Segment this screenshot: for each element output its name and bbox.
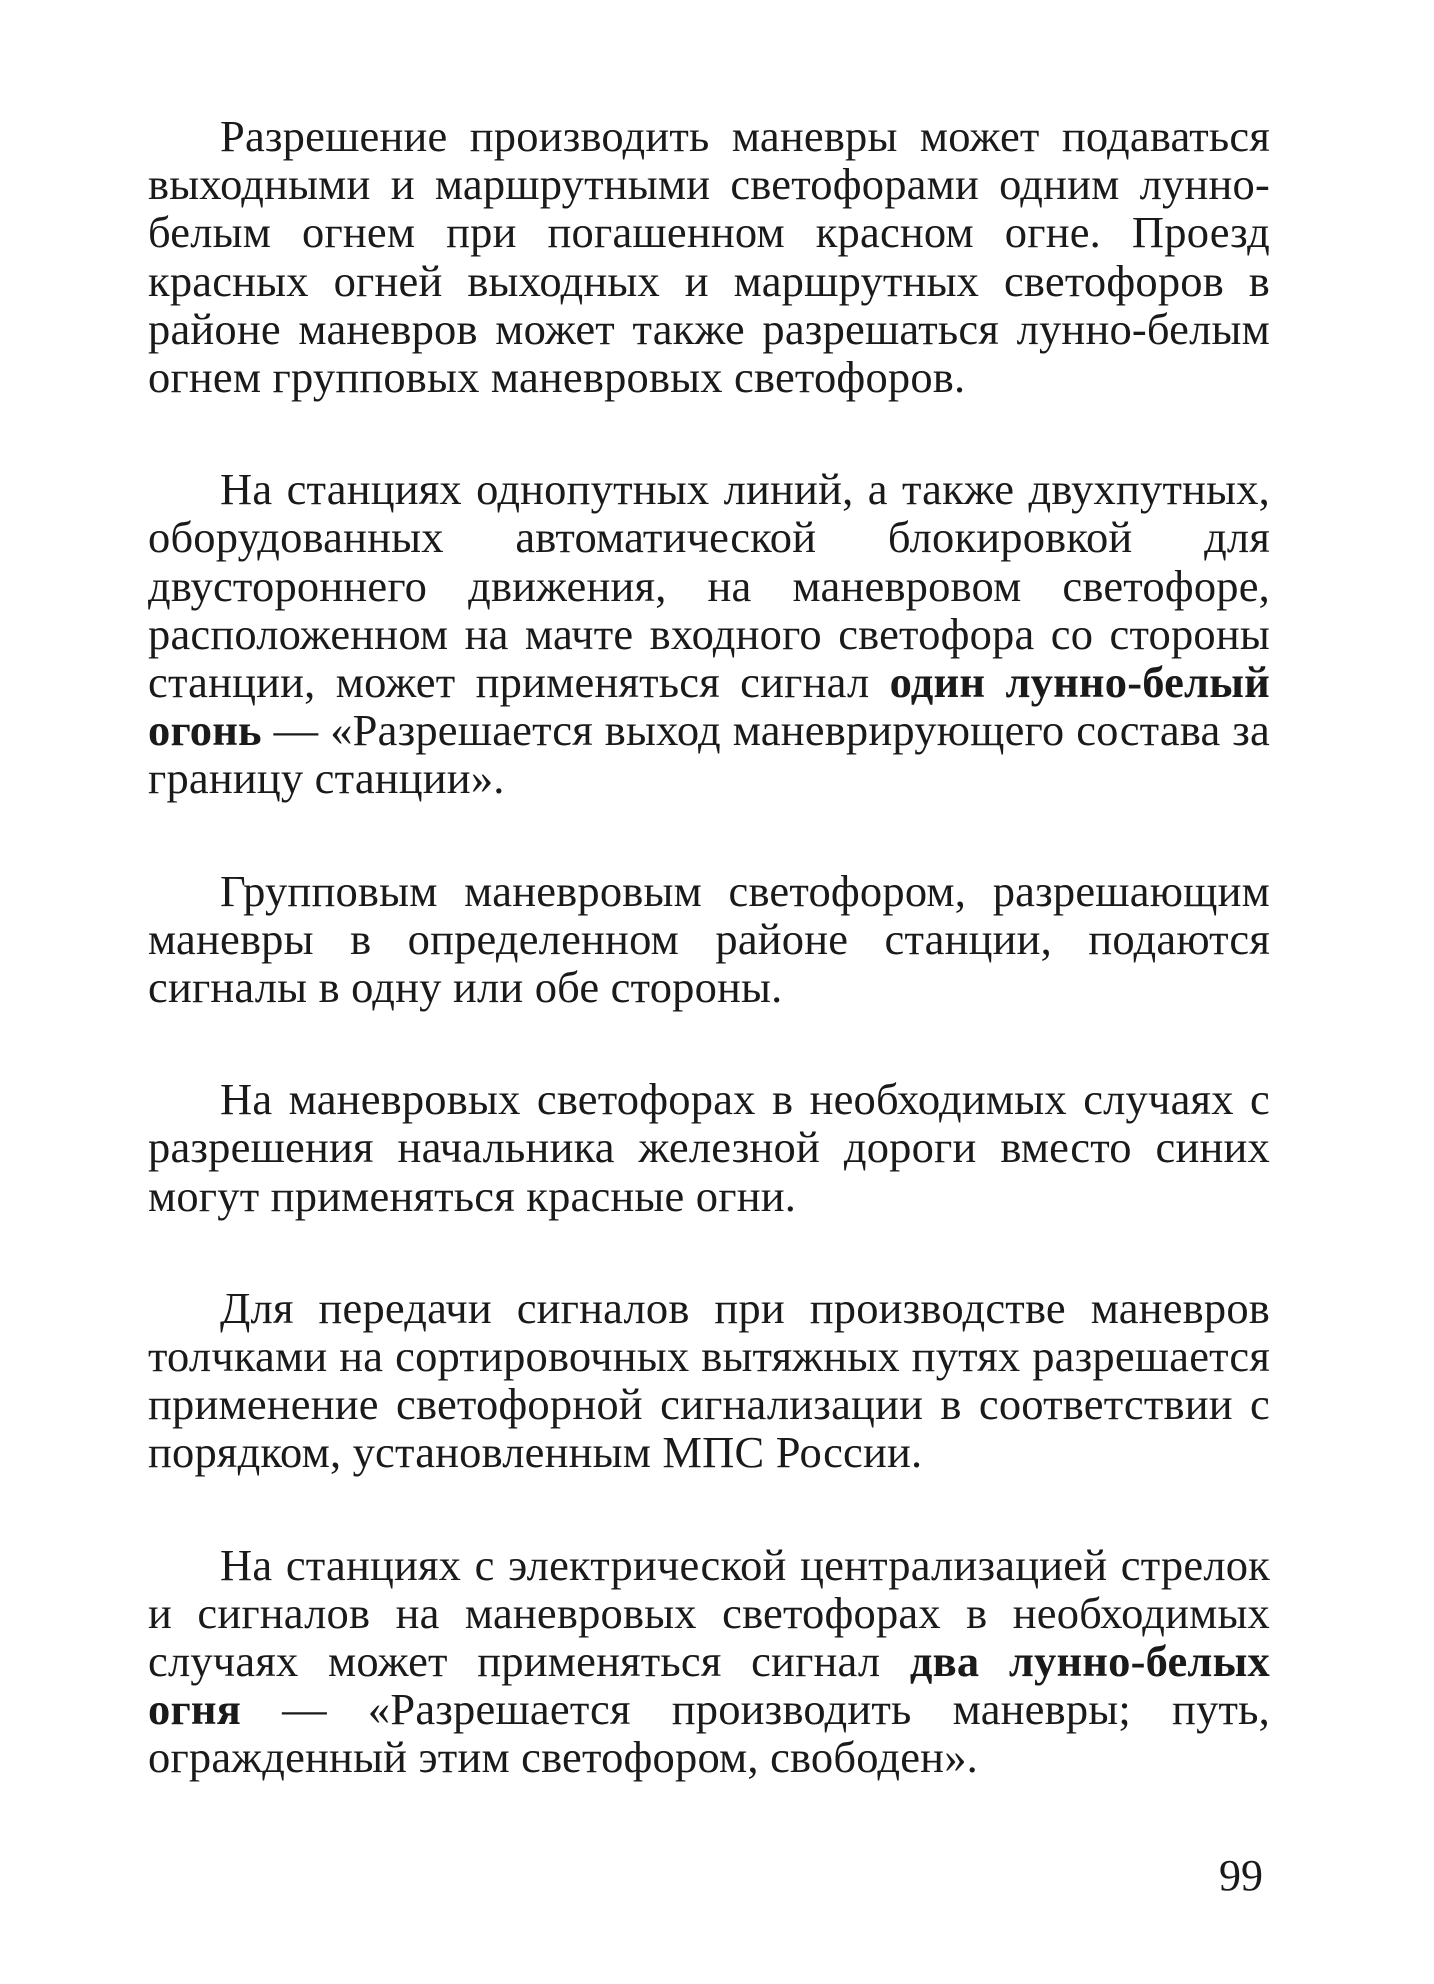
paragraph: [148, 1541, 1270, 1782]
signal-name-bold: два лунно-белых огня: [148, 1636, 1270, 1735]
paragraph: [148, 1284, 1270, 1477]
paragraph: [148, 867, 1270, 1012]
paragraph-text: — «Разрешается выход маневрирующего состава за границу станции».: [148, 705, 1270, 804]
page-body: [148, 112, 1270, 1846]
paragraph: [148, 1075, 1270, 1220]
paragraph: [148, 465, 1270, 802]
signal-name-bold: один лунно-белый огонь: [148, 657, 1270, 756]
paragraph-text: Групповым маневровым светофором, разрешающим маневры в определенном районе станции, подаются сигналы в одну или обе стороны.: [148, 865, 1270, 1013]
paragraph-text: На станциях однопутных линий, а также двухпутных, оборудованных автоматической блокировкой для двустороннего движения, на маневровом светофоре, расположенном на мачте входного светофора со стороны станции, может применяться сигнал: [148, 464, 1270, 708]
paragraph-text: Разрешение производить маневры может подаваться выходными и маршрутными светофорами одним лунно-белым огнем при погашенном красном огне. Проезд красных огней выходных и маршрутных светофоров в районе маневров может также разрешаться лунно-белым огнем групповых маневровых светофоров.: [148, 111, 1270, 403]
paragraph-text: На станциях с электрической централизацией стрелок и сигналов на маневровых светофорах в необходимых случаях может применяться сигнал: [148, 1539, 1270, 1687]
paragraph-text: — «Разрешается производить маневры; путь, огражденный этим светофором, свободен».: [148, 1684, 1270, 1783]
paragraph-text: Для передачи сигналов при производстве маневров толчками на сортировочных вытяжных путях разрешается применение светофорной сигнализации в соответствии с порядком, установленным МПС России.: [148, 1282, 1270, 1478]
page-number: 99: [1219, 1851, 1263, 1900]
paragraph: [148, 112, 1270, 401]
paragraph-text: На маневровых светофорах в необходимых случаях с разрешения начальника железной дороги вместо синих могут применяться красные огни.: [148, 1074, 1270, 1221]
